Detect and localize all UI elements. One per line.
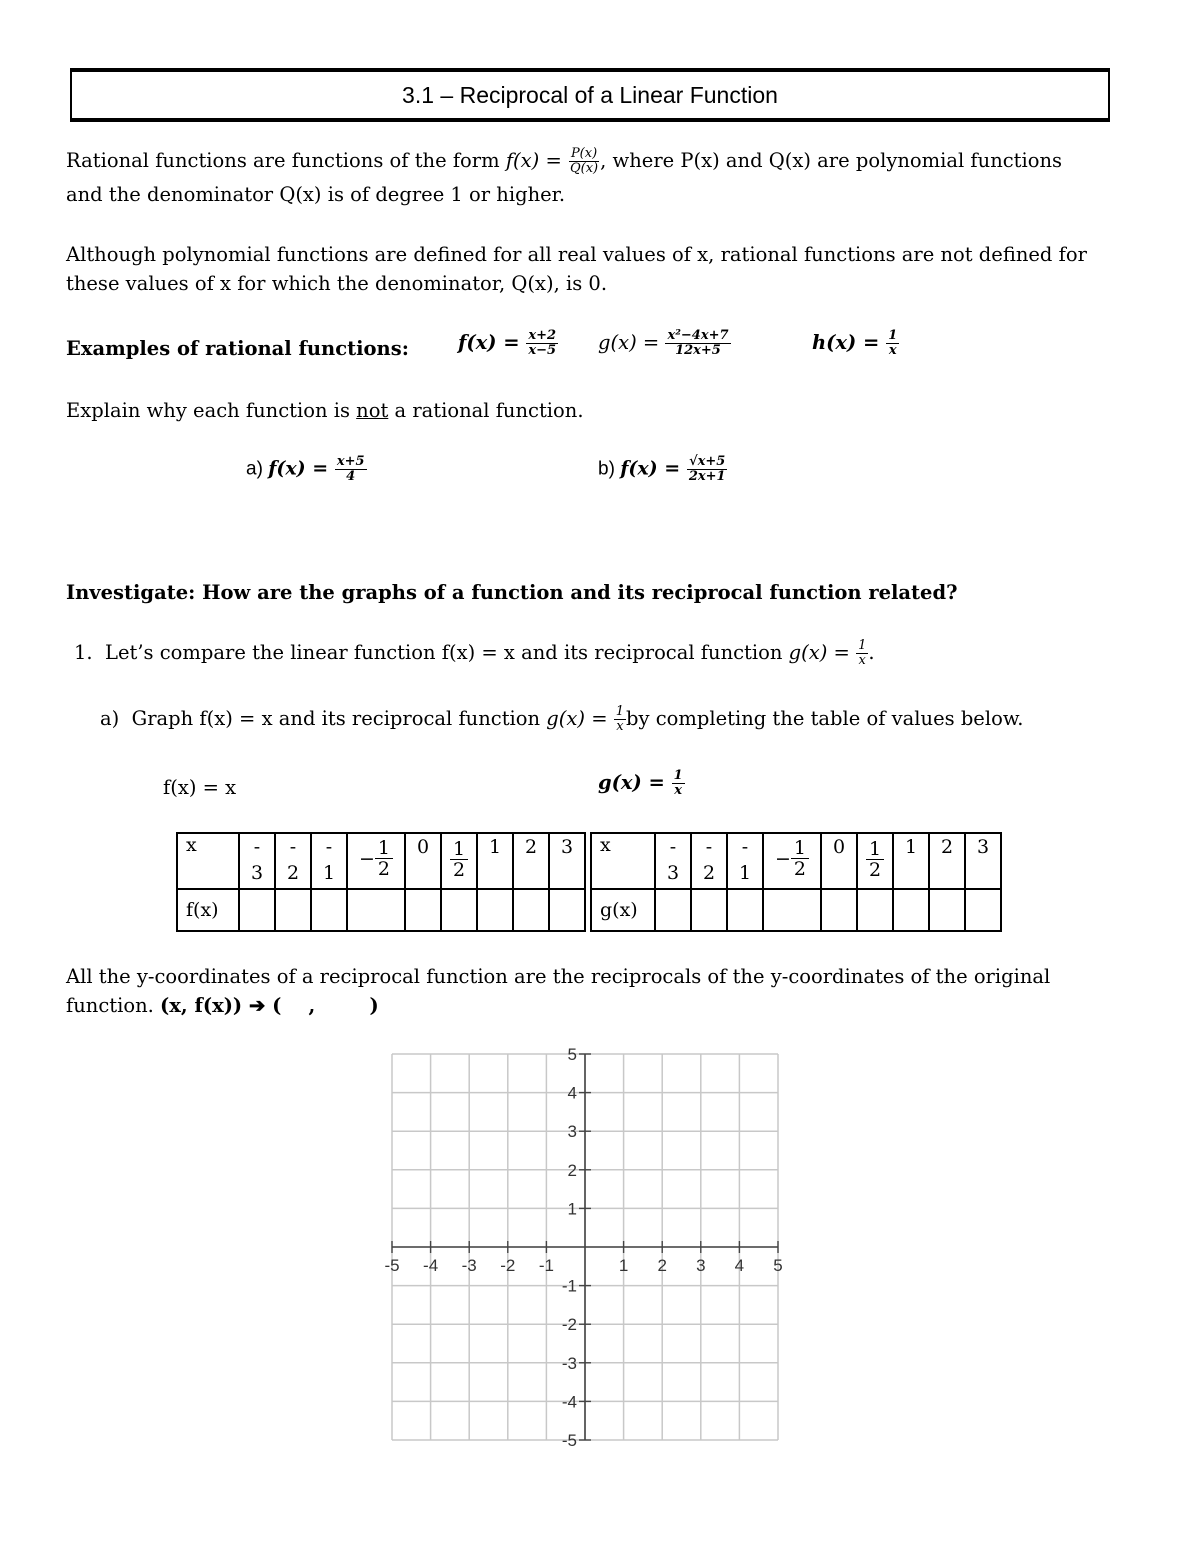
example-h-fraction — [886, 329, 899, 358]
qa-den: x — [616, 719, 624, 734]
table-f-col-top: - — [289, 836, 297, 858]
q1-end: . — [868, 641, 875, 664]
table-f-answer-cell[interactable] — [405, 889, 441, 931]
table-f-col-bottom: 1 — [322, 862, 336, 884]
table-g-header-label: x — [591, 833, 655, 889]
table-g-col — [691, 833, 727, 889]
table-g-caption-den: x — [674, 783, 683, 798]
table-g-col — [821, 833, 857, 889]
x-tick-label: 4 — [734, 1256, 745, 1275]
x-tick-label: 5 — [773, 1256, 783, 1275]
table-g-answer-cell[interactable] — [857, 889, 893, 931]
x-axis-labels — [384, 1241, 782, 1275]
table-g-col-sign: − — [774, 847, 791, 870]
intro-paragraph — [66, 146, 1146, 209]
intro-lead: Rational functions are functions of the form — [66, 149, 506, 172]
table-f-col-num: 1 — [375, 838, 393, 859]
y-tick-label: 3 — [567, 1122, 577, 1142]
table-g-col-num: 1 — [866, 839, 884, 860]
intro-form-num: P(x) — [570, 146, 598, 161]
q1-number: 1. — [74, 641, 93, 664]
table-g-answer-cell[interactable] — [763, 889, 821, 931]
table-g — [590, 832, 1002, 932]
table-g-col — [857, 833, 893, 889]
table-g-col — [929, 833, 965, 889]
table-f-header-label: x — [177, 833, 239, 889]
example-g-num: x²−4x+7 — [667, 328, 729, 343]
table-g-col — [655, 833, 691, 889]
example-f-fraction — [526, 329, 558, 358]
example-h — [812, 328, 899, 358]
table-g-answer-cell[interactable] — [965, 889, 1001, 931]
table-f-col — [441, 833, 477, 889]
example-g-den: 12x+5 — [675, 343, 721, 358]
table-g-col-den: 2 — [868, 859, 882, 881]
example-f-lhs: f(x) = — [458, 331, 527, 354]
explain-pre: Explain why each function is — [66, 399, 357, 422]
question-1a — [100, 704, 1023, 734]
table-g-col-bottom: 3 — [666, 862, 680, 884]
example-g-fraction — [665, 329, 730, 358]
x-tick-label: -3 — [461, 1256, 477, 1275]
q1-den: x — [858, 653, 866, 668]
table-f-answer-cell[interactable] — [513, 889, 549, 931]
y-tick-label: -5 — [561, 1431, 577, 1450]
qa-fraction — [614, 705, 626, 734]
intro-tail: where P(x) and Q(x) are polynomial functions — [606, 149, 1063, 172]
q1-fraction — [856, 639, 868, 668]
table-g-col — [965, 833, 1001, 889]
table-f-answer-cell[interactable] — [477, 889, 513, 931]
x-tick-label: -2 — [500, 1256, 516, 1275]
table-f-answer-cell[interactable] — [311, 889, 347, 931]
table-f-col-num: 1 — [450, 839, 468, 860]
part-a-den: 4 — [346, 469, 356, 484]
table-g-col-bottom: 2 — [702, 862, 716, 884]
table-g-caption-num: 1 — [673, 768, 683, 783]
example-g — [598, 328, 731, 358]
table-f-col-top: 2 — [524, 836, 538, 858]
table-g-col-top: - — [705, 836, 713, 858]
table-f-col-fraction — [375, 838, 393, 879]
x-tick-label: 1 — [618, 1256, 629, 1275]
table-g-col-top: 0 — [832, 836, 846, 858]
table-g-col — [763, 833, 821, 889]
table-f-col — [513, 833, 549, 889]
qa-text: Graph f(x) = x and its reciprocal function — [131, 707, 547, 730]
definition-paragraph — [66, 240, 1146, 298]
x-tick-label: -1 — [538, 1256, 554, 1275]
x-tick-label: -5 — [384, 1256, 400, 1275]
table-g-col-top: 1 — [904, 836, 918, 858]
table-f-col-top: 3 — [560, 836, 574, 858]
example-g-lhs: g(x) = — [598, 331, 666, 354]
reciprocal-note-mapping: (x, f(x)) ➔ ( , ) — [160, 994, 379, 1017]
table-f-answer-cell[interactable] — [549, 889, 585, 931]
intro-line2: and the denominator Q(x) is of degree 1 or higher. — [66, 183, 566, 206]
x-tick-label: -4 — [423, 1256, 439, 1275]
example-h-num: 1 — [888, 328, 898, 343]
table-g-answer-cell[interactable] — [727, 889, 763, 931]
table-g-caption-fraction — [672, 769, 685, 798]
y-tick-label: -4 — [561, 1392, 577, 1412]
example-f — [458, 328, 558, 358]
x-tick-label: 2 — [657, 1256, 667, 1275]
table-g-col-num: 1 — [791, 838, 809, 859]
intro-form-den: Q(x) — [569, 161, 599, 176]
investigate-heading: Investigate: How are the graphs of a function and its reciprocal function related? — [66, 581, 958, 604]
axes — [392, 1054, 778, 1440]
table-f-col — [239, 833, 275, 889]
y-tick-label: -2 — [561, 1315, 577, 1335]
qa-tail: by completing the table of values below. — [626, 707, 1024, 730]
part-b-lhs: f(x) = — [620, 457, 687, 480]
page-title — [70, 70, 1110, 120]
y-tick-label: 1 — [567, 1199, 577, 1219]
explain-prompt — [66, 396, 584, 425]
table-g-row-label: g(x) — [591, 889, 655, 931]
y-tick-label: 4 — [567, 1083, 577, 1103]
part-b-den: 2x+1 — [688, 469, 726, 484]
reciprocal-note-pre: function. — [66, 994, 161, 1017]
title-text: 3.1 – Reciprocal of a Linear Function — [402, 81, 778, 108]
table-f-col-fraction — [450, 839, 468, 880]
table-f-col — [549, 833, 585, 889]
y-tick-label: 5 — [567, 1045, 577, 1064]
table-f-col — [275, 833, 311, 889]
table-g-col-bottom: 1 — [738, 862, 752, 884]
part-a-lhs: f(x) = — [268, 457, 335, 480]
qa-num: 1 — [615, 704, 625, 719]
table-g-caption-lhs: g(x) = — [598, 771, 672, 794]
example-f-num: x+2 — [528, 328, 557, 343]
q1-text: Let’s compare the linear function f(x) = x and its reciprocal function — [105, 641, 789, 664]
table-f-col-bottom: 2 — [286, 862, 300, 884]
table-f-col-sign: − — [358, 847, 375, 870]
intro-form-lhs: f(x) = — [505, 149, 568, 172]
table-g-caption — [598, 768, 685, 798]
table-f-answer-cell[interactable] — [239, 889, 275, 931]
table-g-answer-cell[interactable] — [821, 889, 857, 931]
table-f-answer-cell[interactable] — [275, 889, 311, 931]
table-f-col-bottom: 3 — [250, 862, 264, 884]
explain-post: a rational function. — [388, 399, 584, 422]
part-b-label: b) — [598, 458, 621, 480]
examples-label: Examples of rational functions: — [66, 337, 409, 360]
table-f-col-den: 2 — [377, 858, 390, 880]
table-f-col-top: 0 — [416, 836, 430, 858]
explain-underlined: not — [356, 399, 389, 422]
table-f-col — [405, 833, 441, 889]
table-f-col — [477, 833, 513, 889]
intro-form-fraction — [568, 147, 600, 176]
table-g-col — [893, 833, 929, 889]
reciprocal-note — [66, 962, 1156, 1020]
table-f-col — [347, 833, 405, 889]
example-h-den: x — [888, 343, 897, 358]
part-a — [246, 455, 367, 484]
part-b — [598, 455, 728, 484]
definition-line1: Although polynomial functions are defined for all real values of x, rational functions are not defined for — [66, 243, 1087, 266]
part-a-num: x+5 — [336, 454, 365, 469]
table-g-col-top: 3 — [976, 836, 990, 858]
q1-num: 1 — [858, 638, 867, 653]
table-f-col-den: 2 — [452, 859, 466, 881]
table-g-col-fraction — [866, 839, 884, 880]
example-f-den: x−5 — [528, 343, 557, 358]
table-f-answer-cell[interactable] — [441, 889, 477, 931]
table-f-col-top: - — [253, 836, 261, 858]
table-f-row-label: f(x) — [177, 889, 239, 931]
table-f-answer-cell[interactable] — [347, 889, 405, 931]
part-b-fraction — [687, 455, 728, 484]
y-tick-label: -3 — [561, 1353, 577, 1373]
q1-g-lhs: g(x) = — [788, 641, 857, 664]
table-g-answer-cell[interactable] — [655, 889, 691, 931]
table-g-answer-cell[interactable] — [893, 889, 929, 931]
table-g-answer-cell[interactable] — [691, 889, 727, 931]
qa-label: a) — [100, 707, 120, 730]
part-a-fraction — [335, 455, 367, 484]
table-g-col — [727, 833, 763, 889]
table-f-col — [311, 833, 347, 889]
table-g-col-top: - — [669, 836, 677, 858]
example-h-lhs: h(x) = — [812, 331, 887, 354]
x-tick-label: 3 — [696, 1256, 706, 1275]
table-g-col-top: - — [741, 836, 749, 858]
table-g-col-top: 2 — [940, 836, 954, 858]
coordinate-grid[interactable] — [370, 1040, 790, 1450]
part-b-num: √x+5 — [689, 454, 726, 469]
qa-g-lhs: g(x) = — [546, 707, 614, 730]
table-f-col-top: 1 — [488, 836, 502, 858]
y-tick-label: -1 — [561, 1276, 577, 1296]
table-g-col-den: 2 — [793, 858, 806, 880]
table-f — [176, 832, 586, 932]
part-a-label: a) — [246, 458, 269, 480]
reciprocal-note-line1: All the y-coordinates of a reciprocal function are the reciprocals of the y-coordinates of the original — [66, 965, 1051, 988]
question-1 — [74, 638, 875, 668]
y-tick-label: 2 — [567, 1160, 577, 1180]
table-g-col-fraction — [791, 838, 809, 879]
intro-form-comma: , — [600, 149, 607, 172]
table-f-col-top: - — [325, 836, 333, 858]
table-g-answer-cell[interactable] — [929, 889, 965, 931]
definition-line2: these values of x for which the denominator, Q(x), is 0. — [66, 272, 608, 295]
table-f-caption: f(x) = x — [163, 776, 237, 799]
